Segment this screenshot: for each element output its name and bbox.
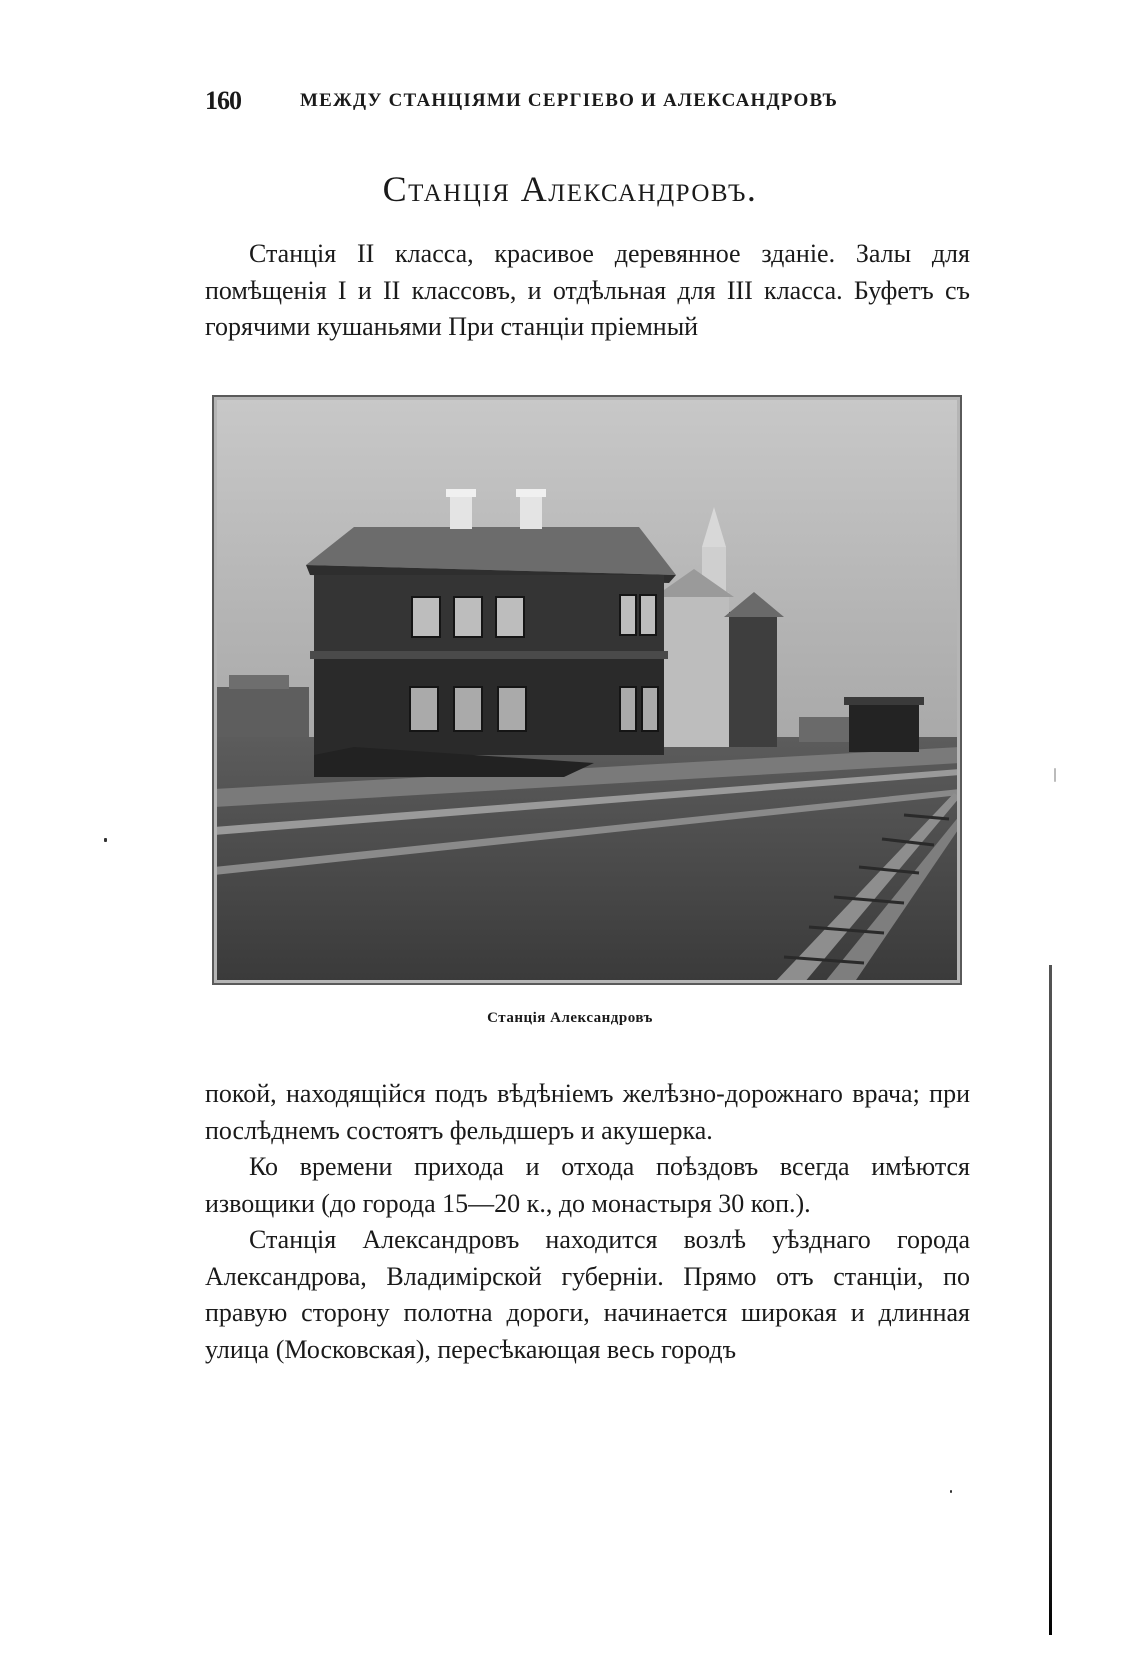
station-photo-drawing <box>214 397 960 983</box>
paragraph: Станція II класса, красивое деревянное зданіе. Залы для помѣщенія I и II классовъ, и отдѣльная для III класса. Буфетъ съ горячими кушаньями При станціи пріемный <box>205 239 970 341</box>
station-photograph <box>212 395 962 985</box>
figure-caption: Станція Александровъ <box>487 1010 653 1026</box>
scan-speck <box>950 1490 952 1493</box>
paragraph: покой, находящійся подъ вѣдѣніемъ желѣзно-дорожнаго врача; при послѣднемъ состоятъ фельдшеръ и акушерка. <box>205 1079 970 1145</box>
scan-edge-mark <box>1049 965 1052 1635</box>
text-block-top <box>205 236 970 346</box>
section-title: Станція Александровъ. <box>382 169 758 209</box>
scan-speck <box>104 838 107 842</box>
scan-speck <box>1054 768 1056 782</box>
paragraph: Ко времени прихода и отхода поѣздовъ всегда имѣются извощики (до города 15—20 к., до монастыря 30 коп.). <box>205 1152 970 1218</box>
page-number: 160 <box>205 86 241 115</box>
text-block-bottom <box>205 1076 970 1368</box>
paragraph: Станція Александровъ находится возлѣ уѣзднаго города Александрова, Владимірской губерніи. Прямо отъ станціи, по правую сторону полотна дороги, начинается широкая и длинная улица (Московская), пересѣкающая весь городъ <box>205 1225 970 1364</box>
running-title: МЕЖДУ СТАНЦІЯМИ СЕРГІЕВО И АЛЕКСАНДРОВЪ <box>300 90 839 111</box>
running-head <box>205 86 965 122</box>
